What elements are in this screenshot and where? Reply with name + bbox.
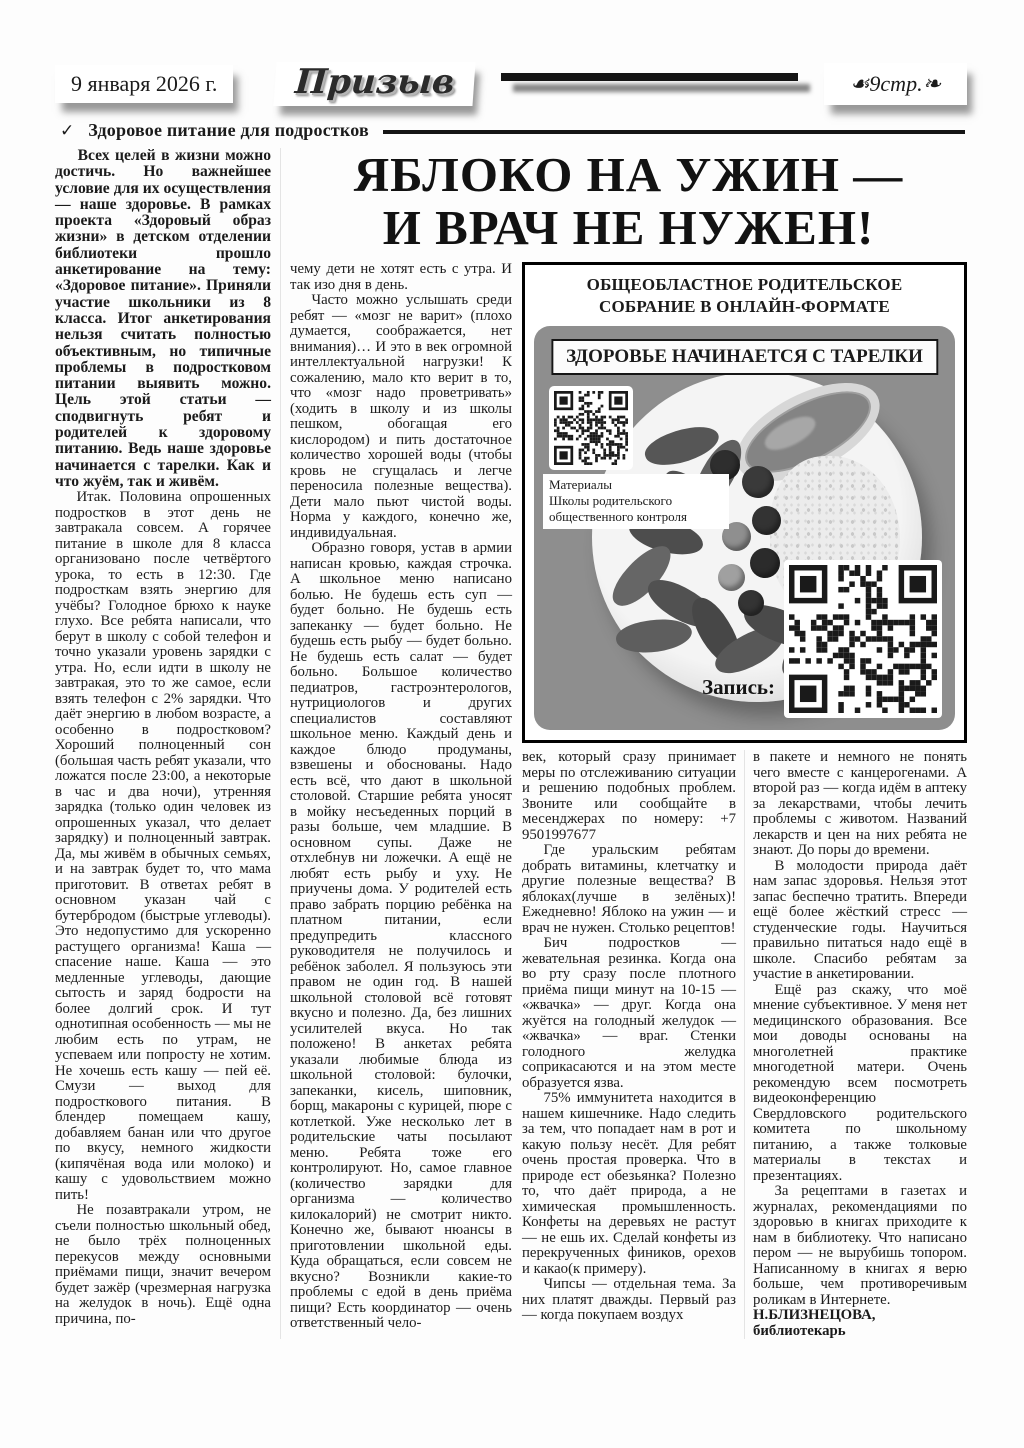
article-paragraph: Где уральским ребятам добрать витамины, клетчатку и другие полезные вещества? В яблоках(лучше в зелёных)! Ежедневно! Яблоко на ужин — и врач не нужен. Столько рецептов! (522, 842, 736, 936)
article-paragraph: Часто можно услышать среди ребят — «мозг не варит» (плохо думается, соображается, нет внимания)… И это в век огромной интеллектуальной нагрузки! К сожалению, мало кто верит в то, что «мозг надо проветривать» (ходить в школу и из школы пешком, обогащая его кислородом) и пить достаточное количество хорошей воды (чтобы кровь не сгущалась и легче переносила полезные вещества). Дети мало пьют чистой воды. Норма у каждого, конечно же, индивидуальная. (290, 292, 512, 541)
article-paragraph: чему дети не хотят есть с утра. И так изо дня в день. (290, 261, 512, 293)
article-paragraph: В молодости природа даёт нам запас здоровья. Нельзя этот запас беспечно тратить. Впереди ещё более жёсткий стресс — студенческие годы. Научиться правильно питаться надо ещё в школе. Спасибо ребятам за участие в анкетировании. (753, 857, 967, 982)
newspaper-masthead: Призыв (274, 62, 476, 106)
article-body (55, 148, 967, 1339)
cherry-tomato (718, 564, 745, 591)
qr-caption-line-3: общественного контроля (549, 509, 687, 524)
article-paragraph: Бич подростков — жевательная резинка. Когда она во рту сразу после плотного приёма пищи минут на 10-15 — «жвачка» — друг. Когда она жуётся на голодный желудок — «жвачка» — враг. Стенки голодного желудка соприкасаются и на этом месте образуется язва. (522, 935, 736, 1091)
article-paragraph: Итак. Половина опрошенных подростков в этот день не завтракала совсем. А горячее питание в школе для 8 класса организовано после четвёртого урока, то есть в 12:30. Где подросткам взять энергию для учёбы? Голодное брюхо к науке глухо. Все ребята написали, что берут в школу с собой телефон и точно указали уровень зарядки с утра. Но, если идти в школу не завтракая, это то же самое, если взять телефон с 2% зарядки. Что даёт энергию в любом возрасте, а особенно в подростковом? Хороший полноценный сон (большая часть ребят указали, что ложатся после 23:00, а некоторые в час и два ночи), утренняя зарядка (только один человек из опрошенных указал, что делает зарядку) и полноценный завтрак. Да, мы живём в обычных семьях, и на завтрак будет то, что мама приготовит. В ответах ребят в основном указан чай с бутербродом (быстрые углеводы). Это недопустимо для ускоренно растущего организма! Каша — спасение наше. Каша — это медленные углеводы, дающие сытость и заряд бодрости на более долгий срок. И тут однотипная особенность — мы не любим есть по утрам, не успеваем или попросту не хотим. Не хочешь есть кашу — пей её. Смузи — выход для подросткового питания. В блендер помещаем кашу, добавляем банан или что другое по вкусу, немного жидкости (кипячёная вода или молоко) и кашу с удовольствием можно пить! (55, 489, 271, 1203)
qr-caption (543, 474, 729, 529)
article-paragraph: век, который сразу принимает меры по отслеживанию ситуации и решению подобных проблем. Звоните или сообщайте в месенджерах по номеру: +7 9501997677 (522, 749, 736, 843)
blueberry (738, 590, 764, 616)
recording-qr-code (784, 560, 942, 718)
issue-date: 9 января 2026 г. (55, 65, 233, 103)
record-label: Запись: (702, 675, 775, 699)
poster-banner: ЗДОРОВЬЕ НАЧИНАЕТСЯ С ТАРЕЛКИ (551, 339, 938, 375)
author-role: библиотекарь (753, 1322, 846, 1339)
poster-title-line-2: СОБРАНИЕ В ОНЛАЙН-ФОРМАТЕ (599, 296, 890, 316)
blueberry (752, 506, 781, 535)
poster-photo (534, 326, 955, 730)
poster-title-line-1: ОБЩЕОБЛАСТНОЕ РОДИТЕЛЬСКОЕ (586, 275, 903, 294)
article-paragraph: 75% иммунитета находится в нашем кишечнике. Надо следить за тем, что попадает нам в рот и какую пользу несёт. Для ребят очень простая проверка. Что в природе ест обезьянка? Полезно то, что даёт природа, а не химическая промышленность. Конфеты на деревьях не растут — не ешь их. Сделай конфеты из перекрученных фиников, орехов и какао(к примеру). (522, 1090, 736, 1277)
headline-line-1: ЯБЛОКО НА УЖИН — (353, 147, 904, 202)
page-header (55, 55, 967, 113)
article-paragraph: Ещё раз скажу, что моё мнение субъективное. У меня нет медицинского образования. Все мои доводы основаны на многолетней практике многодетной матери. Очень рекомендую всем посмотреть видеоконференцию Свердловского родительского комитета по школьному питанию, а также толковые материалы в текстах и презентациях. (753, 981, 967, 1184)
header-rule (501, 73, 798, 81)
section-rule (383, 130, 965, 134)
poster-title (534, 274, 955, 317)
article-column-3 (522, 750, 745, 1339)
materials-qr-code (549, 386, 633, 470)
author-signature: Н.БЛИЗНЕЦОВА, (753, 1307, 876, 1323)
article-lead-paragraph: Всех целей в жизни можно достичь. Но важнейшее условие для их осуществления — наше здоровье. В рамках проекта «Здоровый образ жизни» в детском отделении библиотеки прошло анкетирование на тему: «Здоровое питание». Приняли участие школьники из 8 класса. Итог анкетирования нельзя считать полностью объективным, но типичные проблемы в подростковом питании выявить можно. Цель этой статьи — сподвигнуть ребят и родителей к здоровому питанию. Ведь наше здоровье начинается с тарелки. Как и что жуём, так и живём. (55, 147, 271, 490)
article-column-2 (290, 262, 512, 1339)
qr-caption-line-2: Школы родительского (549, 493, 673, 508)
article-headline (290, 148, 967, 254)
article-paragraph: Чипсы — отдельная тема. За них платят дважды. Первый раз — когда покупаем воздух (522, 1276, 736, 1323)
section-title: Здоровое питание для подростков (88, 120, 369, 140)
parents-meeting-poster (522, 262, 967, 743)
article-paragraph: За рецептами в газетах и журналах, рекомендациями по здоровью в книгах приходите к нам в библиотеку. Что написано пером — не вырубишь топором. Написанному в книгах я верю больше, чем противоречивым роликам в Интернете. (753, 1183, 967, 1308)
check-icon: ✓ (60, 120, 75, 140)
blueberry (742, 466, 774, 498)
qr-caption-line-1: Материалы (549, 477, 613, 492)
article-paragraph: в пакете и немного не понять чего вместе с канцерогенами. А второй раз — когда идём в аптеку за лекарствами, чтобы лечить проблемы с животом. Названий лекарств и цен на них ребята не знают. До поры до времени. (753, 749, 967, 858)
article-paragraph: Образно говоря, устав в армии написан кровью, каждая строчка. А школьное меню написано болью. Не будешь есть суп — будет больно. Не будешь есть запеканку — будет больно. Не будешь есть рыбу — будет больно. Не будешь есть салат — будет больно. Большое количество педиатров, гастроэнтерологов, нутрициологов и других специалистов составляют школьное меню. Каждый день и каждое блюдо продуманы, взвешены и обоснованы. Надо есть всё, что дают в школьной столовой. Старшие ребята уносят в мойку несъеденных порций в разы больше, чем младшие. В основном супы. Даже не отхлебнув ни ложечки. А ещё не любят есть рыбу и уху. Не приучены дома. У родителей есть право забрать порцию ребёнка на платном питании, если предупредить классного руководителя не получилось и ребёнок заболел. Я пользуюсь эти правом не один год. В нашей школьной столовой всё готовят вкусно и полезно. Да, без лишних усилителей вкуса. Но так положено! В анкетах ребята указали любимые блюда из школьной столовой: булочки, запеканки, кисель, шиповник, борщ, макароны с курицей, пюре с котлеткой. Уже несколько лет в родительские чаты посылают меню. Ребята тоже его контролируют. Но, самое главное (количество зарядки для организма — количество килокалорий) не смотрит никто. Конечно же, бывают нюансы в приготовлении школьной еды. Куда обращаться, если совсем не вкусно? Возникли какие-то проблемы с едой в день приёма пищи? Есть координатор — очень ответственный чело- (290, 540, 512, 1331)
section-header (60, 120, 965, 141)
blueberry (750, 548, 780, 578)
headline-line-2: И ВРАЧ НЕ НУЖЕН! (382, 200, 875, 255)
article-paragraph: Не позавтракали утром, не съели полностью школьный обед, не было трёх полноценных перекусов между основными приёмами пищи, значит вечером будет зажёр (чрезмерная нагрузка на желудок в ночь). Ещё одна причина, по- (55, 1202, 271, 1327)
article-column-4 (753, 750, 967, 1339)
page-number: ☙9стр.❧ (824, 63, 967, 105)
article-column-1 (55, 148, 281, 1339)
